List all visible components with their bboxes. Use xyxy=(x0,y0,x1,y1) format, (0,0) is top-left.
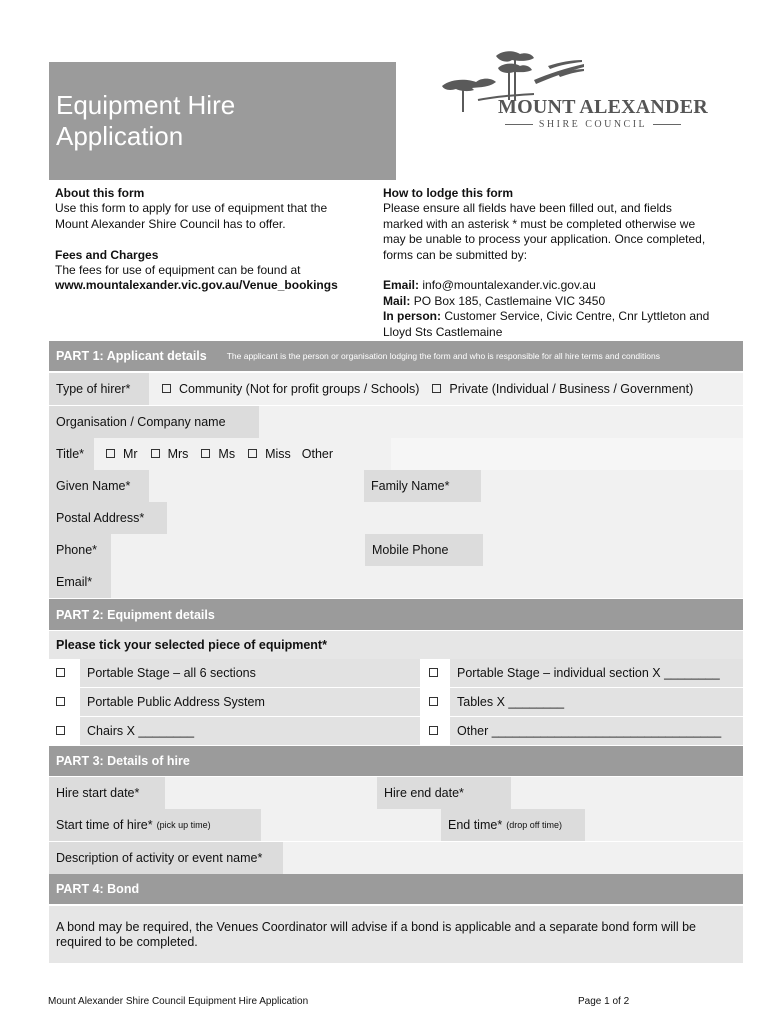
other-equipment-checkbox[interactable] xyxy=(429,726,438,735)
hire-date-row xyxy=(49,777,743,809)
stage-section-label: Portable Stage – individual section X ________ xyxy=(450,659,743,687)
bond-row xyxy=(49,906,743,963)
about-text-1: Use this form to apply for use of equipment that the xyxy=(55,201,328,216)
pa-system-checkbox[interactable] xyxy=(56,697,65,706)
description-row xyxy=(49,842,743,874)
title-other-field[interactable] xyxy=(391,438,743,470)
form-title-box xyxy=(49,62,396,180)
title-other-label: Other xyxy=(301,447,334,461)
tables-checkbox-cell[interactable] xyxy=(422,688,450,716)
hire-start-date-field[interactable] xyxy=(167,777,375,809)
email-label: Email* xyxy=(49,566,111,598)
phone-field[interactable] xyxy=(113,534,365,566)
description-label: Description of activity or event name* xyxy=(49,842,283,874)
lodge-in-person xyxy=(383,309,743,324)
lodge-mail xyxy=(383,294,743,309)
lodge-section xyxy=(383,186,743,340)
logo-name: MOUNT ALEXANDER xyxy=(498,96,708,118)
other-equipment-label: Other _________________________________ xyxy=(450,717,743,745)
end-time-field[interactable] xyxy=(587,809,743,841)
part2-heading: PART 2: Equipment details xyxy=(56,607,215,622)
hirer-type-options xyxy=(153,373,743,405)
organisation-label: Organisation / Company name xyxy=(49,406,259,438)
tables-label: Tables X ________ xyxy=(450,688,743,716)
title-mrs-checkbox[interactable] xyxy=(151,449,160,458)
lodge-person-label: In person: xyxy=(383,309,442,324)
hirer-community-label: Community (Not for profit groups / Schools) xyxy=(179,382,420,396)
lodge-text-3: may be unable to process your application. Once completed, xyxy=(383,232,706,247)
stage-section-checkbox-cell[interactable] xyxy=(422,659,450,687)
fees-url-link[interactable]: www.mountalexander.vic.gov.au/Venue_bookings xyxy=(55,278,338,293)
email-row xyxy=(49,566,743,598)
pa-system-label: Portable Public Address System xyxy=(80,688,420,716)
title-mr-label: Mr xyxy=(123,447,138,461)
bond-text xyxy=(56,920,696,950)
title-row xyxy=(49,438,743,470)
hire-start-date-label: Hire start date* xyxy=(49,777,165,809)
chairs-label: Chairs X ________ xyxy=(80,717,420,745)
chairs-checkbox-cell[interactable] xyxy=(49,717,77,745)
end-time-label-text: End time* xyxy=(448,818,503,832)
lodge-email xyxy=(383,278,743,293)
form-title-line2: Application xyxy=(56,121,184,151)
organisation-row xyxy=(49,406,743,438)
end-time-label xyxy=(441,809,585,841)
part4-header xyxy=(49,874,743,904)
equipment-row-2 xyxy=(49,688,743,716)
hire-time-row xyxy=(49,809,743,841)
postal-address-field[interactable] xyxy=(169,502,743,534)
lodge-mail-value: PO Box 185, Castlemaine VIC 3450 xyxy=(413,293,606,308)
part1-heading: PART 1: Applicant details xyxy=(56,349,207,363)
part1-note: The applicant is the person or organisation lodging the form and who is responsible for all hire terms and conditions xyxy=(226,351,660,361)
stage-all-label: Portable Stage – all 6 sections xyxy=(80,659,420,687)
end-time-note: (drop off time) xyxy=(506,820,563,830)
form-title-line1: Equipment Hire xyxy=(56,90,236,120)
footer-title: Mount Alexander Shire Council Equipment Hire Application xyxy=(48,996,309,1007)
title-ms-label: Ms xyxy=(218,447,236,461)
tables-checkbox[interactable] xyxy=(429,697,438,706)
hirer-type-label: Type of hirer* xyxy=(49,373,149,405)
title-label: Title* xyxy=(49,438,94,470)
page-number: Page 1 of 2 xyxy=(578,996,630,1007)
hire-end-date-label: Hire end date* xyxy=(377,777,511,809)
lodge-email-label: Email: xyxy=(383,278,420,293)
title-mr-option[interactable] xyxy=(104,447,138,461)
pa-system-checkbox-cell[interactable] xyxy=(49,688,77,716)
organisation-field[interactable] xyxy=(261,406,743,438)
hirer-community-checkbox[interactable] xyxy=(162,384,171,393)
bond-text-2: required to be completed. xyxy=(56,935,198,949)
given-name-label: Given Name* xyxy=(49,470,149,502)
start-time-note: (pick up time) xyxy=(156,820,211,830)
about-section xyxy=(55,186,375,294)
part3-header xyxy=(49,746,743,776)
hire-end-date-field[interactable] xyxy=(513,777,743,809)
description-field[interactable] xyxy=(285,842,743,874)
mobile-phone-field[interactable] xyxy=(485,534,743,566)
equipment-subheading: Please tick your selected piece of equipment* xyxy=(56,638,327,652)
stage-all-checkbox[interactable] xyxy=(56,668,65,677)
part4-heading: PART 4: Bond xyxy=(56,882,140,896)
phone-row xyxy=(49,534,743,566)
part3-heading: PART 3: Details of hire xyxy=(56,754,190,768)
postal-address-label: Postal Address* xyxy=(49,502,167,534)
about-heading: About this form xyxy=(55,186,145,200)
lodge-text-1: Please ensure all fields have been filled out, and fields xyxy=(383,201,672,216)
title-mrs-option[interactable] xyxy=(149,447,189,461)
lodge-text-2: marked with an asterisk * must be completed otherwise we xyxy=(383,216,696,231)
title-miss-option[interactable] xyxy=(246,447,291,461)
lodge-mail-label: Mail: xyxy=(383,293,411,308)
start-time-field[interactable] xyxy=(263,809,439,841)
other-equipment-checkbox-cell[interactable] xyxy=(422,717,450,745)
hirer-community-option[interactable] xyxy=(160,382,419,396)
chairs-checkbox[interactable] xyxy=(56,726,65,735)
start-time-label xyxy=(49,809,261,841)
email-field[interactable] xyxy=(113,566,743,598)
lodge-person-value: Customer Service, Civic Centre, Cnr Lyttleton and xyxy=(444,309,710,324)
stage-all-checkbox-cell[interactable] xyxy=(49,659,77,687)
title-ms-checkbox[interactable] xyxy=(201,449,210,458)
title-mrs-label: Mrs xyxy=(167,447,189,461)
equipment-row-1 xyxy=(49,659,743,687)
council-logo xyxy=(438,44,708,136)
lodge-heading: How to lodge this form xyxy=(383,186,513,200)
postal-row xyxy=(49,502,743,534)
title-miss-checkbox[interactable] xyxy=(248,449,257,458)
bond-text-1: A bond may be required, the Venues Coordinator will advise if a bond is applicable and a separate bond form will be xyxy=(56,920,696,934)
title-miss-label: Miss xyxy=(265,447,291,461)
title-mr-checkbox[interactable] xyxy=(106,449,115,458)
mobile-phone-label: Mobile Phone xyxy=(365,534,483,566)
part1-header xyxy=(49,341,743,371)
title-options xyxy=(97,438,391,470)
start-time-label-text: Start time of hire* xyxy=(56,818,153,832)
hirer-type-row xyxy=(49,373,743,405)
stage-section-checkbox[interactable] xyxy=(429,668,438,677)
lodge-in-person-2: Lloyd Sts Castlemaine xyxy=(383,324,503,339)
hirer-private-option[interactable] xyxy=(430,382,693,396)
given-name-field[interactable] xyxy=(151,470,363,502)
fees-heading: Fees and Charges xyxy=(55,247,159,262)
hirer-private-label: Private (Individual / Business / Government) xyxy=(449,382,694,396)
equipment-subheading-row xyxy=(49,631,743,659)
title-other-option[interactable] xyxy=(302,447,333,461)
phone-label: Phone* xyxy=(49,534,111,566)
form-title xyxy=(56,90,235,152)
family-name-field[interactable] xyxy=(483,470,743,502)
part2-header xyxy=(49,599,743,630)
logo-subtitle: SHIRE COUNCIL xyxy=(498,119,688,130)
family-name-label: Family Name* xyxy=(364,470,481,502)
name-row xyxy=(49,470,743,502)
lodge-text-4: forms can be submitted by: xyxy=(383,247,528,262)
title-ms-option[interactable] xyxy=(199,447,235,461)
equipment-row-3 xyxy=(49,717,743,745)
about-text-2: Mount Alexander Shire Council has to offer. xyxy=(55,216,286,231)
fees-text: The fees for use of equipment can be found at xyxy=(55,263,301,278)
lodge-email-link[interactable]: info@mountalexander.vic.gov.au xyxy=(422,278,596,293)
hirer-private-checkbox[interactable] xyxy=(432,384,441,393)
